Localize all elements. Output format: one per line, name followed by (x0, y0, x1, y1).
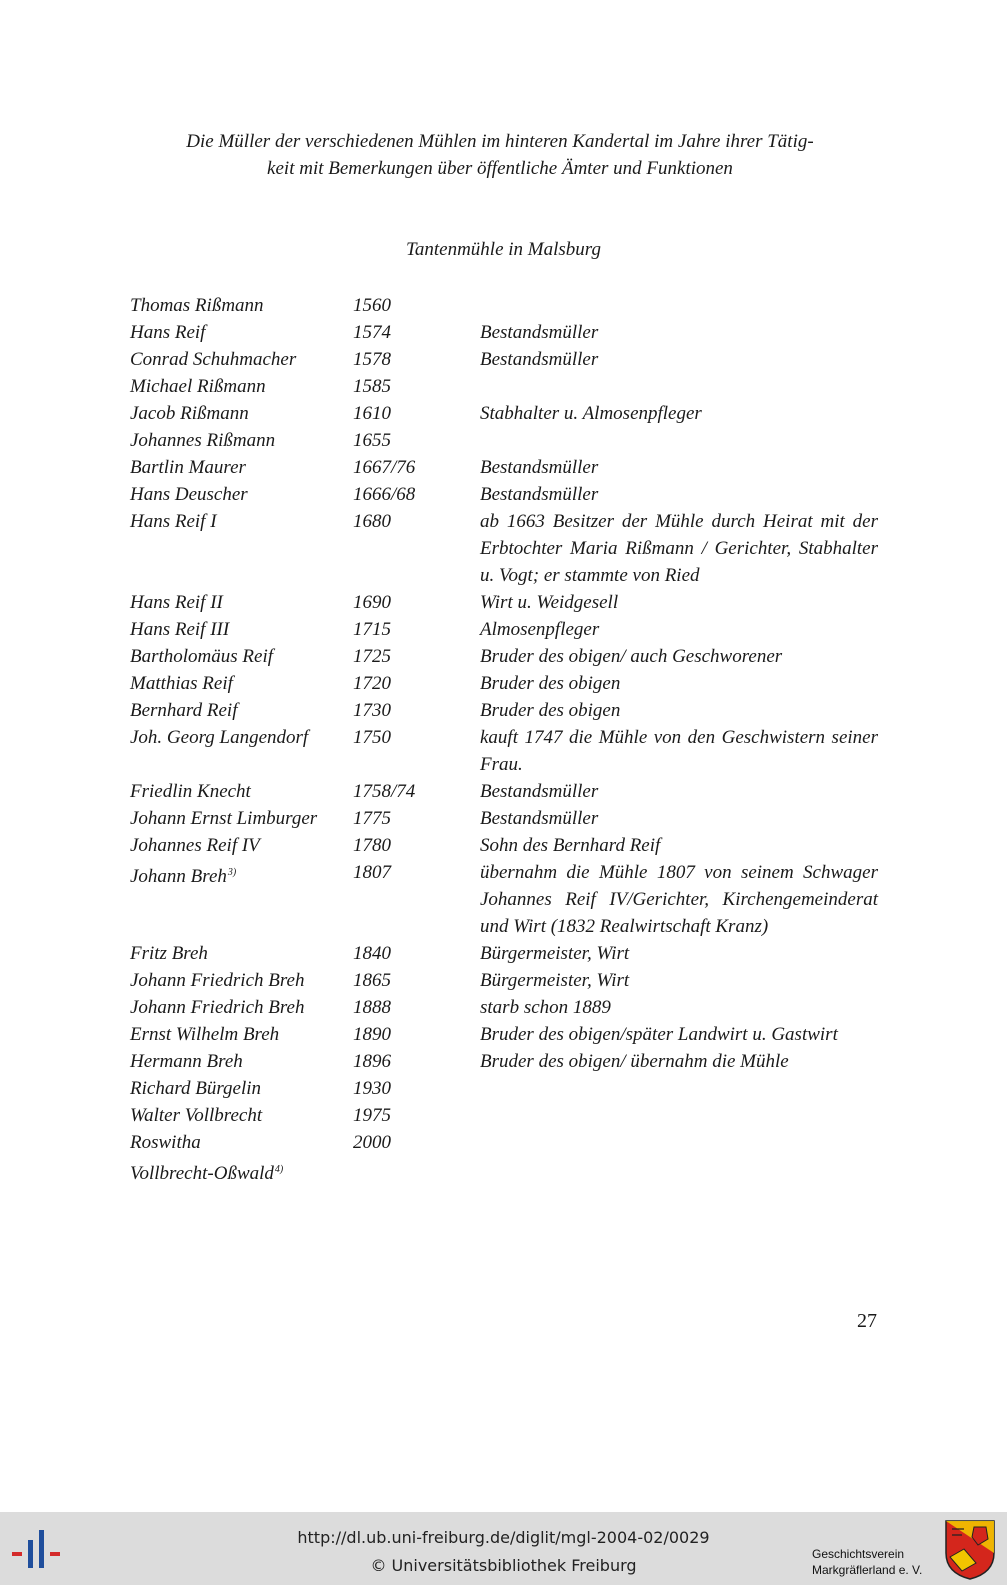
miller-note: übernahm die Mühle 1807 von seinem Schwager Johannes Reif IV/Gerichter, Kirchengemeinderat und Wirt (1832 Realwirtschaft Kranz) (480, 862, 878, 937)
miller-name-text: Johann Ernst Limburger (130, 808, 318, 829)
miller-note: starb schon 1889 (480, 997, 611, 1018)
miller-note: Bestandsmüller (480, 322, 599, 343)
miller-year: 1975 (353, 1105, 391, 1126)
miller-name-text: Richard Bürgelin (130, 1078, 262, 1099)
miller-year: 1560 (353, 295, 391, 316)
miller-row (130, 832, 878, 859)
miller-note: Wirt u. Weidgesell (480, 592, 619, 613)
caption-line-2: keit mit Bemerkungen über öffentliche Ämter und Funktionen (267, 158, 733, 179)
miller-year: 1655 (353, 430, 391, 451)
miller-name-text: Fritz Breh (130, 943, 208, 964)
miller-year: 1715 (353, 619, 391, 640)
miller-row (130, 1075, 878, 1102)
page-number: 27 (857, 1310, 877, 1332)
miller-name-text: Ernst Wilhelm Breh (130, 1024, 280, 1045)
miller-name (130, 697, 352, 724)
miller-row (130, 940, 878, 967)
miller-year: 1888 (353, 997, 391, 1018)
miller-note (480, 1129, 878, 1156)
miller-year: 1896 (353, 1051, 391, 1072)
miller-name (130, 319, 352, 346)
miller-row (130, 346, 878, 373)
miller-name-text: Johannes Rißmann (130, 430, 276, 451)
miller-name (130, 778, 352, 805)
miller-year: 1666/68 (353, 484, 416, 505)
crest-logo-icon (944, 1519, 996, 1581)
miller-note (480, 1156, 878, 1183)
miller-note: Bestandsmüller (480, 457, 599, 478)
miller-row (130, 1129, 878, 1156)
miller-name (130, 859, 352, 890)
miller-row (130, 859, 878, 940)
miller-year: 1930 (353, 1078, 391, 1099)
miller-name (130, 400, 352, 427)
miller-name-text: Hans Deuscher (130, 484, 248, 505)
miller-note (480, 427, 878, 454)
miller-name-text: Joh. Georg Langendorf (130, 727, 309, 748)
miller-name-text: Friedlin Knecht (130, 781, 251, 802)
miller-name-text: Michael Rißmann (130, 376, 266, 397)
miller-note: Bruder des obigen/ übernahm die Mühle (480, 1051, 789, 1072)
miller-name (130, 670, 352, 697)
miller-name (130, 1075, 352, 1102)
miller-year: 1720 (353, 673, 391, 694)
miller-row (130, 454, 878, 481)
miller-note: Bestandsmüller (480, 349, 599, 370)
miller-name (130, 481, 352, 508)
miller-name (130, 427, 352, 454)
org-line-1: Geschichtsverein (812, 1547, 905, 1561)
miller-year: 1840 (353, 943, 391, 964)
miller-year: 1758/74 (353, 781, 416, 802)
miller-note: Bruder des obigen (480, 700, 621, 721)
footer-url-link[interactable]: http://dl.ub.uni-freiburg.de/diglit/mgl-2004-02/0029 (297, 1528, 710, 1547)
miller-name-text: Thomas Rißmann (130, 295, 264, 316)
miller-name (130, 1102, 352, 1129)
miller-note (480, 1075, 878, 1102)
miller-list (130, 292, 878, 1183)
miller-name (130, 1021, 352, 1048)
caption-line-1: Die Müller der verschiedenen Mühlen im hinteren Kandertal im Jahre ihrer Tätig- (186, 131, 814, 152)
miller-note: Bruder des obigen (480, 673, 621, 694)
miller-note: Bestandsmüller (480, 484, 599, 505)
footer-copyright: © Universitätsbibliothek Freiburg (370, 1556, 637, 1575)
miller-year: 1780 (353, 835, 391, 856)
footer-org-name (812, 1546, 922, 1578)
miller-note (480, 1102, 878, 1129)
miller-name-text: Hans Reif (130, 322, 206, 343)
miller-row (130, 400, 878, 427)
miller-name (130, 373, 352, 400)
miller-row (130, 724, 878, 778)
miller-name-text: Jacob Rißmann (130, 403, 249, 424)
miller-row (130, 292, 878, 319)
miller-name (130, 346, 352, 373)
miller-year: 1578 (353, 349, 391, 370)
miller-year: 1865 (353, 970, 391, 991)
miller-name (130, 508, 352, 535)
miller-name-text: Bernhard Reif (130, 700, 238, 721)
miller-row (130, 1048, 878, 1075)
miller-name-text: Johannes Reif IV (130, 835, 260, 856)
miller-year: 1610 (353, 403, 391, 424)
miller-note: Bestandsmüller (480, 808, 599, 829)
miller-name-text: Vollbrecht-Oßwald (130, 1163, 274, 1184)
miller-name (130, 616, 352, 643)
miller-year: 1574 (353, 322, 391, 343)
miller-row (130, 1102, 878, 1129)
miller-row (130, 967, 878, 994)
miller-year: 1680 (353, 511, 391, 532)
miller-row (130, 508, 878, 589)
miller-year: 1690 (353, 592, 391, 613)
miller-name-text: Bartlin Maurer (130, 457, 246, 478)
miller-row (130, 481, 878, 508)
miller-name-text: Johann Friedrich Breh (130, 997, 305, 1018)
miller-name-text: Hans Reif II (130, 592, 223, 613)
miller-name-text: Conrad Schuhmacher (130, 349, 297, 370)
miller-note: kauft 1747 die Mühle von den Geschwistern seiner Frau. (480, 727, 878, 775)
miller-name (130, 643, 352, 670)
miller-note: ab 1663 Besitzer der Mühle durch Heirat mit der Erbtochter Maria Rißmann / Gerichter, Stabhalter u. Vogt; er stammte von Ried (480, 511, 878, 586)
miller-year: 1775 (353, 808, 391, 829)
table-caption (120, 128, 880, 182)
footer-bar (0, 1512, 1007, 1585)
miller-row (130, 778, 878, 805)
miller-name-text: Roswitha (130, 1132, 201, 1153)
miller-name-text: Johann Friedrich Breh (130, 970, 305, 991)
miller-note (480, 373, 878, 400)
footnote-marker: 3) (227, 867, 237, 878)
miller-note: Stabhalter u. Almosenpfleger (480, 403, 702, 424)
miller-name (130, 967, 352, 994)
miller-row (130, 427, 878, 454)
miller-name-text: Hans Reif III (130, 619, 230, 640)
miller-name (130, 589, 352, 616)
miller-name-text: Hans Reif I (130, 511, 217, 532)
miller-name (130, 1156, 352, 1187)
miller-row (130, 1156, 878, 1183)
section-title: Tantenmühle in Malsburg (406, 239, 601, 260)
miller-note: Almosenpfleger (480, 619, 600, 640)
miller-year: 1807 (353, 862, 391, 883)
miller-row (130, 670, 878, 697)
miller-name (130, 805, 352, 832)
miller-name (130, 1129, 352, 1156)
miller-year: 1725 (353, 646, 391, 667)
miller-name-text: Bartholomäus Reif (130, 646, 274, 667)
miller-year: 1667/76 (353, 457, 416, 478)
miller-row (130, 1021, 878, 1048)
miller-note: Bestandsmüller (480, 781, 599, 802)
miller-row (130, 373, 878, 400)
miller-name (130, 940, 352, 967)
miller-name (130, 832, 352, 859)
miller-name-text: Hermann Breh (130, 1051, 243, 1072)
miller-row (130, 319, 878, 346)
miller-row (130, 805, 878, 832)
footnote-marker: 4) (274, 1164, 284, 1175)
miller-name-text: Johann Breh (130, 866, 227, 887)
miller-name-text: Walter Vollbrecht (130, 1105, 263, 1126)
miller-row (130, 994, 878, 1021)
miller-year: 2000 (353, 1132, 391, 1153)
miller-year: 1750 (353, 727, 391, 748)
miller-note: Bruder des obigen/ auch Geschworener (480, 646, 783, 667)
miller-row (130, 589, 878, 616)
miller-year: 1890 (353, 1024, 391, 1045)
miller-row (130, 697, 878, 724)
miller-note: Bruder des obigen/später Landwirt u. Gastwirt (480, 1024, 838, 1045)
miller-name (130, 724, 352, 751)
miller-row (130, 616, 878, 643)
org-line-2: Markgräflerland e. V. (812, 1563, 923, 1577)
miller-name (130, 292, 352, 319)
miller-name-text: Matthias Reif (130, 673, 233, 694)
miller-note: Sohn des Bernhard Reif (480, 835, 661, 856)
miller-note: Bürgermeister, Wirt (480, 970, 630, 991)
miller-year: 1730 (353, 700, 391, 721)
miller-name (130, 454, 352, 481)
miller-note: Bürgermeister, Wirt (480, 943, 630, 964)
miller-year: 1585 (353, 376, 391, 397)
miller-name (130, 1048, 352, 1075)
miller-note (480, 292, 878, 319)
miller-name (130, 994, 352, 1021)
miller-row (130, 643, 878, 670)
